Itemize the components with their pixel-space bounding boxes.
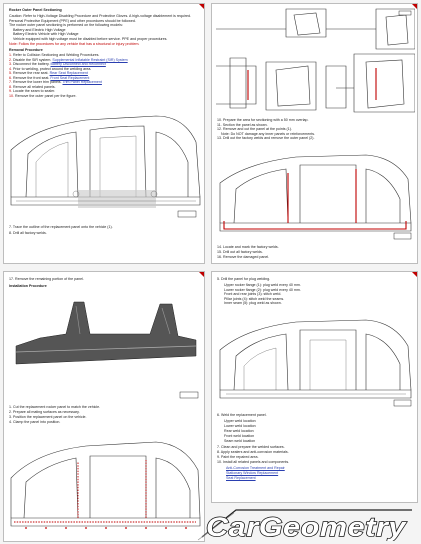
footer-step: 15. Drill out all factory welds. (217, 250, 263, 254)
section-detail-strip (216, 7, 415, 51)
sub-step: Upper rocker flange (1): plug weld every 40 mm. (224, 283, 301, 287)
warning-note: Note: Follow the procedures for any vehicle that has a structural or injury problem. (9, 42, 140, 46)
reference-link[interactable]: Seat Replacement (226, 476, 256, 480)
manual-page-2 (211, 3, 418, 264)
step-text: Remove the front seat. (13, 75, 50, 80)
body-side-panel-illustration (216, 310, 415, 408)
step-line: 17. Remove the remaining portion of the panel. (9, 277, 84, 281)
intro-bullet: Battery and Electric High Voltage (13, 27, 66, 32)
manual-page-4 (211, 271, 418, 503)
step-text: Locate the seam to sealer. (13, 89, 56, 93)
step-line: 4. Prior to welding, protect around the welding area. (9, 66, 92, 71)
intro-bullet: Vehicle equipped with high voltage must be disabled before service. PPE and proper procedures. (13, 36, 168, 41)
sub-step: Upper weld location (224, 419, 256, 423)
section-heading: Installation Procedure (9, 284, 47, 288)
reference-link[interactable]: Rear Seat Replacement (49, 71, 88, 75)
body-side-illustration (6, 102, 204, 220)
step-line: 7. Remove the lower trim panels. Trim Panel Replacement (9, 80, 102, 84)
step-line: 13. Drill out the factory welds and remove the outer panel (2). (217, 136, 315, 140)
figure-id-box (399, 11, 411, 15)
logo-wordmark: CarGeometry (206, 512, 408, 541)
footer-step: 8. Drill all factory welds. (9, 231, 47, 235)
page-corner-marker (199, 4, 204, 9)
step-line: 3. Disconnect the battery. Battery Disconnect and Reconnect (9, 62, 106, 66)
intro-bullet: Battery Electric Vehicle with High Voltage (13, 32, 79, 36)
sub-step: Rear weld location (224, 429, 254, 433)
intro-line: The rocker outer panel sectioning is performed on the following models: (9, 23, 123, 27)
sub-step: Lower rocker flange (2): plug weld every 40 mm. (224, 287, 301, 292)
step-line: 10. Remove the outer panel per the figure. (9, 93, 77, 98)
sub-step: Front and rear joints (3): stitch weld. (224, 292, 282, 296)
sectioning-cuts-illustration (216, 52, 415, 114)
step-line: 3. Position the replacement panel on the vehicle. (9, 415, 87, 419)
step-line: 1. Cut the replacement rocker panel to match the vehicle. (9, 405, 101, 409)
intro-line: Caution: Refer to High-Voltage Disabling Procedure and Protective Gloves. A high-voltage disablement is required. (9, 14, 191, 18)
step-line: 5. Remove the rear seat. Rear Seat Replacement (9, 71, 88, 75)
note-line: Note: Do NOT damage any inner panels or reinforcements. (221, 131, 316, 136)
intro-line: Personal Protective Equipment (PPE) and other procedures should be followed. (9, 18, 136, 23)
step-line: 6. Weld the replacement panel. (217, 413, 267, 417)
cargeometry-logo (196, 507, 418, 541)
figure-id-box (178, 211, 196, 217)
sub-step: Pillar joints (4): stitch weld the seams. (224, 296, 285, 301)
step-line: 8. Apply sealers and anti-corrosion materials. (217, 450, 289, 454)
section-heading: Removal Procedure (9, 48, 43, 52)
page-corner-marker (199, 272, 204, 277)
body-side-weld-illustration (6, 430, 204, 540)
step-text: Disconnect the battery. (13, 62, 50, 66)
step-line: 1. Refer to Collision Sectioning and Welding Procedures. (9, 53, 100, 57)
reference-link[interactable]: Stationary Window Replacement (226, 471, 279, 475)
footer-step: 14. Locate and mark the factory welds. (217, 245, 279, 249)
step-line: 10. Prepare the area for sectioning with a 50 mm overlap. (217, 118, 309, 122)
footer-step: 7. Trace the outline of the replacement panel onto the vehicle (1). (9, 225, 113, 229)
step-line: 2. Prepare all mating surfaces as necessary. (9, 410, 80, 414)
figure-id-box (180, 392, 198, 398)
reference-link[interactable]: Front Seat Replacement (50, 75, 90, 80)
step-line: 10. Install all related panels and components. (217, 460, 290, 464)
step-text: Disable the SIR system. (13, 57, 52, 62)
step-text: Remove all related panels. (13, 84, 56, 89)
rocker-panel-illustration (10, 294, 202, 402)
step-line: 9. Locate the seam to sealer. (9, 89, 56, 93)
body-side-cut-illustration (216, 143, 415, 241)
step-text: Remove the rear seat. (13, 71, 49, 75)
reference-link[interactable]: Supplemental Inflatable Restraint (SIR) System (52, 57, 128, 62)
step-line: 4. Clamp the panel into position. (9, 420, 61, 424)
sub-step: Seam weld location (224, 439, 256, 443)
page-title: Rocker Outer Panel Sectioning (9, 8, 62, 12)
figure-id-box (394, 400, 411, 406)
reference-link[interactable]: Battery Disconnect and Reconnect (50, 62, 106, 66)
footer-step: 16. Remove the damaged panel. (217, 255, 270, 259)
step-line: 11. Section the panel as shown. (217, 122, 268, 127)
step-line: 9. Paint the repaired area. (217, 455, 259, 459)
step-text: Remove the lower trim panels. (13, 80, 62, 84)
step-line: 2. Disable the SIR system. Supplemental Inflatable Restraint (SIR) System (9, 57, 128, 62)
step-line: 7. Clean and prepare the welded surfaces. (217, 445, 285, 449)
step-line: 12. Remove and cut the panel at the points (1). (217, 127, 292, 131)
figure-id-box (394, 233, 411, 239)
step-text: Prior to welding, protect around the welding area. (13, 66, 92, 71)
sub-step: Front weld location (224, 434, 255, 438)
step-line: 6. Remove the front seat. Front Seat Replacement (9, 75, 90, 80)
sub-step: Inner seam (5): plug weld as shown. (224, 301, 282, 305)
page-corner-marker (412, 272, 417, 277)
step-line: 5. Drill the panel for plug welding. (217, 277, 271, 281)
manual-page-3 (3, 271, 205, 542)
step-line: 8. Remove all related panels. (9, 84, 56, 89)
sub-step: Lower weld location (224, 424, 256, 428)
reference-link[interactable]: Trim Panel Replacement (62, 80, 102, 84)
reference-link[interactable]: Anti-Corrosion Treatment and Repair (226, 466, 285, 470)
step-text: Remove the outer panel per the figure. (15, 93, 77, 98)
step-text: Refer to Collision Sectioning and Welding Procedures. (13, 53, 100, 57)
manual-page-1 (3, 3, 205, 264)
